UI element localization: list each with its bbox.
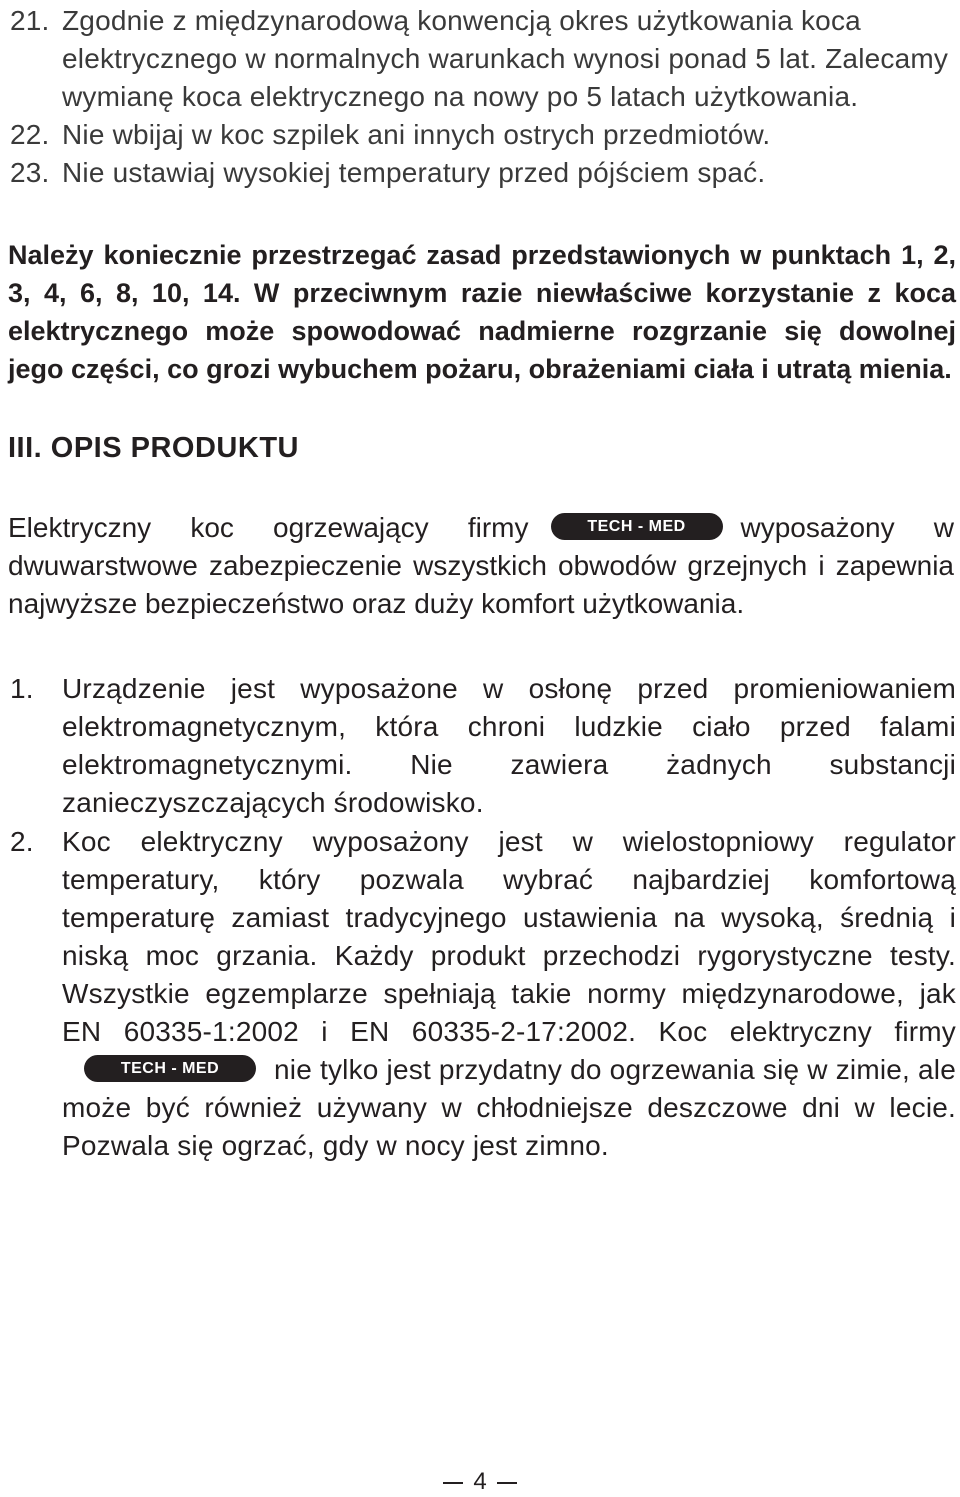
list-item bbox=[10, 2, 956, 116]
item-number: 23. bbox=[10, 157, 50, 188]
section-heading: III. OPIS PRODUKTU bbox=[8, 432, 299, 464]
list-item bbox=[10, 154, 956, 192]
item-number: 1. bbox=[10, 673, 34, 704]
warning-consequences: W przeciwnym razie niewłaściwe korzystanie z koca elektrycznego może spowodować nadmierne rozgrzanie się dowolnej jego części, co grozi wybuchem pożaru, obrażeniami ciała i utratą mienia. bbox=[8, 278, 956, 384]
page-number: 4 bbox=[473, 1468, 487, 1495]
item-number: 22. bbox=[10, 119, 50, 150]
item-text-start: Koc elektryczny wyposażony jest w wielostopniowy regulator temperatury, który pozwala wybrać najbardziej komfortową temperaturę zamiast tradycyjnego ustawienia na wysoką, średnią i niską moc grzania. Każdy produkt przechodzi rygorystyczne testy. Wszystkie egzemplarze spełniają takie normy międzynarodowe, jak EN 60335-1:2002 i EN 60335-2-17:2002. Koc elektryczny firmy bbox=[62, 826, 956, 1047]
list-item bbox=[10, 116, 956, 154]
product-features-list bbox=[10, 670, 956, 1166]
intro-text-start: Elektryczny koc ogrzewający firmy bbox=[8, 512, 529, 543]
footer-dash-right bbox=[497, 1482, 517, 1484]
list-item bbox=[10, 823, 956, 1165]
tech-med-logo: TECH - MED bbox=[84, 1055, 256, 1082]
warning-rules: Należy koniecznie przestrzegać zasad przedstawionych w punktach 1, 2, 3, 4, 6, 8, 10, 14. bbox=[8, 240, 956, 308]
page-footer bbox=[0, 1468, 960, 1496]
item-number: 2. bbox=[10, 826, 34, 857]
safety-rules-list bbox=[10, 2, 956, 192]
item-text-end: nie tylko jest przydatny do ogrzewania się w zimie, ale może być również używany w chłodniejsze deszczowe dni w lecie. Pozwala się ogrzać, gdy w nocy jest zimno. bbox=[62, 1054, 956, 1161]
item-text: Nie wbijaj w koc szpilek ani innych ostrych przedmiotów. bbox=[62, 119, 771, 150]
tech-med-logo: TECH - MED bbox=[551, 513, 723, 540]
list-item bbox=[10, 670, 956, 822]
footer-dash-left bbox=[443, 1482, 463, 1484]
intro-text-end: wyposażony w dwuwarstwowe zabezpieczenie wszystkich obwodów grzejnych i zapewnia najwyższe bezpieczeństwo oraz duży komfort użytkowania. bbox=[8, 512, 954, 619]
warning-paragraph bbox=[8, 236, 956, 388]
intro-paragraph bbox=[8, 509, 954, 623]
item-text: Zgodnie z międzynarodową konwencją okres użytkowania koca elektrycznego w normalnych warunkach wynosi ponad 5 lat. Zalecamy wymianę koca elektrycznego na nowy po 5 latach użytkowania. bbox=[62, 5, 949, 112]
item-number: 21. bbox=[10, 5, 50, 36]
item-text: Urządzenie jest wyposażone w osłonę przed promieniowaniem elektromagnetycznym, która chroni ludzkie ciało przed falami elektromagnetycznymi. Nie zawiera żadnych substancji zanieczyszczających środowisko. bbox=[62, 673, 956, 818]
item-text: Nie ustawiaj wysokiej temperatury przed pójściem spać. bbox=[62, 157, 766, 188]
